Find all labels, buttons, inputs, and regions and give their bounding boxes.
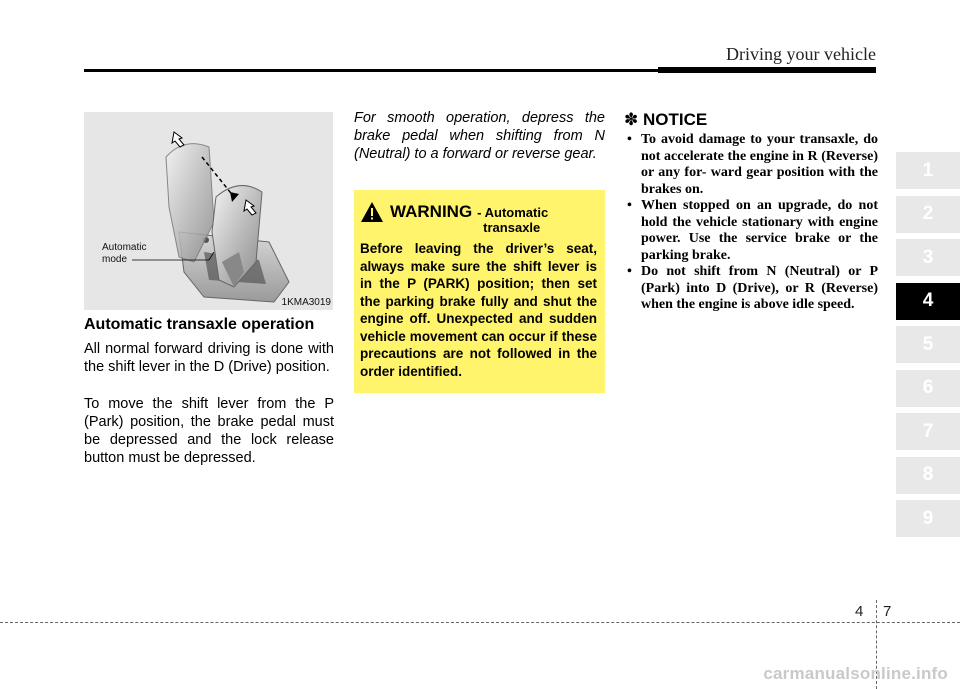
section-header-title: Driving your vehicle — [726, 44, 876, 64]
chapter-tabs — [896, 152, 960, 544]
notice-item-1: • To avoid damage to your transaxle, do not accelerate the engine in R (Reverse) or any for- ward gear position with the brakes on. — [624, 132, 878, 198]
page-number: 7 — [883, 603, 892, 620]
chapter-tab-8[interactable]: 8 — [896, 457, 960, 494]
page-chapter-number: 4 — [855, 603, 864, 620]
section-title: Automatic transaxle operation — [84, 316, 315, 333]
watermark: carmanualsonline.info — [763, 664, 948, 683]
warning-subtitle-line-1: - Automatic — [477, 205, 549, 220]
chapter-tab-7[interactable]: 7 — [896, 413, 960, 450]
warning-triangle-icon — [360, 201, 384, 223]
callout-line-1: Automatic — [102, 242, 147, 253]
chapter-tab-1[interactable]: 1 — [896, 152, 960, 189]
callout-line-2: mode — [102, 254, 128, 265]
chapter-tab-4[interactable]: 4 — [896, 283, 960, 320]
body-paragraph-1: All normal forward driving is done with the shift lever in the D (Drive) position. — [84, 341, 334, 375]
body-paragraph-2: To move the shift lever from the P (Park) position, the brake pedal must be depressed and the lock release button must be depressed. — [84, 396, 334, 466]
italic-note: For smooth operation, depress the brake pedal when shifting from N (Neutral) to a forward or reverse gear. — [354, 110, 605, 162]
chapter-tab-5[interactable]: 5 — [896, 326, 960, 363]
figure-callout-label — [102, 242, 146, 266]
warning-subtitle-line-2: transaxle — [483, 220, 541, 235]
chapter-tab-2[interactable]: 2 — [896, 196, 960, 233]
warning-word: WARNING — [390, 202, 473, 221]
shift-lever-figure — [84, 112, 333, 310]
warning-subtitle — [477, 205, 548, 235]
chapter-tab-3[interactable]: 3 — [896, 239, 960, 276]
warning-header — [360, 200, 597, 236]
notice-item-3: • Do not shift from N (Neutral) or P (Park) into D (Drive), or R (Reverse) when the engine is above idle speed. — [624, 264, 878, 314]
notice-title: ✽ NOTICE — [624, 110, 708, 129]
warning-body: Before leaving the driver’s seat, always make sure the shift lever is in the P (PARK) position; then set the parking brake fully and shut the engine off. Unexpected and sudden vehicle movement can occur if these precautions are not followed in the order identified. — [360, 241, 597, 379]
notice-item-2: • When stopped on an upgrade, do not hold the vehicle stationary with engine power. Use the service brake or the parking brake. — [624, 198, 878, 264]
chapter-tab-9[interactable]: 9 — [896, 500, 960, 537]
shift-lever-illustration — [84, 112, 333, 310]
figure-code: 1KMA3019 — [281, 297, 331, 308]
chapter-tab-6[interactable]: 6 — [896, 370, 960, 407]
header-rule-accent — [658, 67, 876, 73]
warning-box — [354, 190, 605, 393]
notice-list — [624, 132, 878, 314]
footer-rule — [0, 622, 960, 623]
